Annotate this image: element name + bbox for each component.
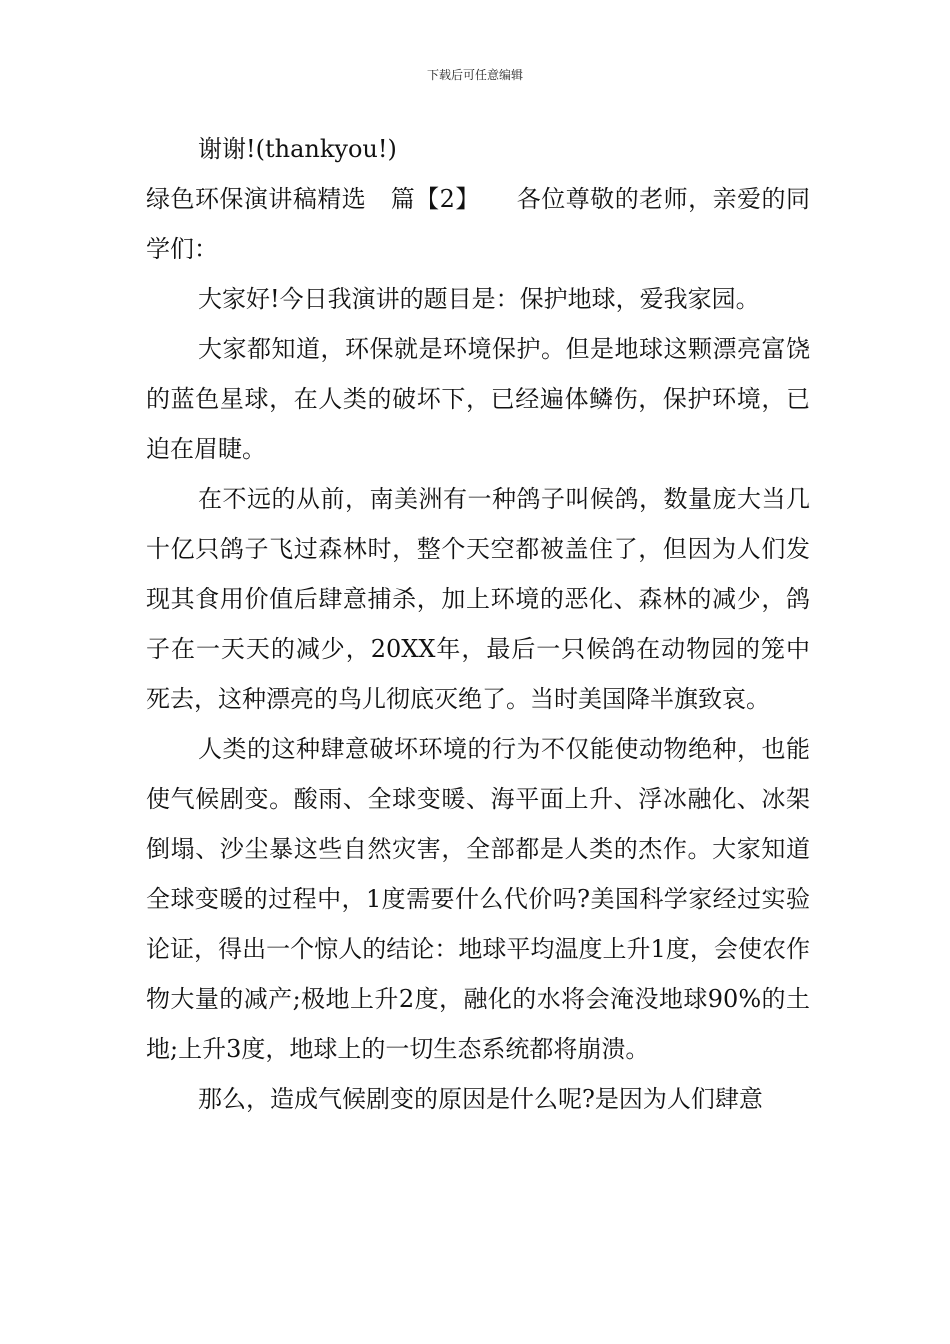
page-header: 下载后可任意编辑: [426, 68, 523, 82]
paragraph: 大家好!今日我演讲的题目是：保护地球，爱我家园。: [198, 285, 760, 313]
paragraph: 那么，造成气候剧变的原因是什么呢?是因为人们肆意: [198, 1085, 763, 1113]
document-body: [146, 124, 810, 1124]
paragraph-title: 绿色环保演讲稿精选 篇【2】 各位尊敬的老师，亲爱的同学们：: [146, 185, 810, 263]
paragraph: 在不远的从前，南美洲有一种鸽子叫候鸽，数量庞大当几十亿只鸽子飞过森林时，整个天空都被盖住了，但因为人们发现其食用价值后肆意捕杀，加上环境的恶化、森林的减少，鸽子在一天天的减少，20XX年，最后一只候鸽在动物园的笼中死去，这种漂亮的鸟儿彻底灭绝了。当时美国降半旗致哀。: [146, 485, 810, 713]
paragraph: 人类的这种肆意破坏环境的行为不仅能使动物绝种，也能使气候剧变。酸雨、全球变暖、海平面上升、浮冰融化、冰架倒塌、沙尘暴这些自然灾害，全部都是人类的杰作。大家知道全球变暖的过程中，1度需要什么代价吗?美国科学家经过实验论证，得出一个惊人的结论：地球平均温度上升1度，会使农作物大量的减产;极地上升2度，融化的水将会淹没地球90%的土地;上升3度，地球上的一切生态系统都将崩溃。: [146, 735, 810, 1063]
paragraph: 谢谢!(thankyou!): [198, 135, 397, 163]
paragraph: 大家都知道，环保就是环境保护。但是地球这颗漂亮富饶的蓝色星球，在人类的破坏下，已经遍体鳞伤，保护环境，已迫在眉睫。: [146, 335, 810, 463]
